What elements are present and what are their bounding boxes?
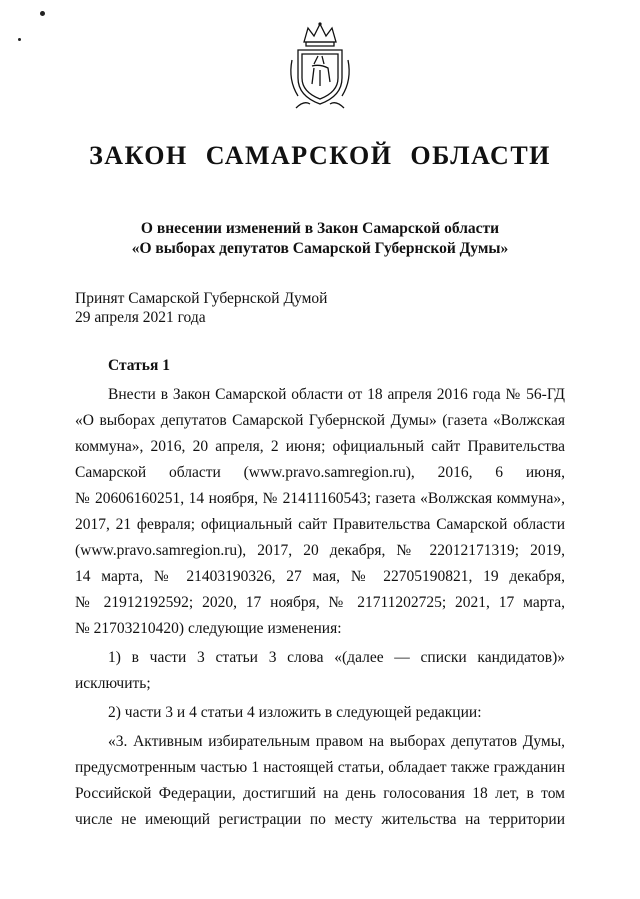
article-text-line: (www.pravo.samregion.ru), 2017, 20 декабря, № 22012171319; 2019, [75,542,565,559]
article-text-line: 14 марта, № 21403190326, 27 мая, № 22705190821, 19 декабря, [75,568,565,585]
document-subtitle-line2: «О выборах депутатов Самарской Губернской Думы» [131,240,509,257]
article-text-line: 1) в части 3 статьи 3 слова «(далее — списки кандидатов)» [108,649,565,666]
coat-of-arms-emblem [284,20,356,116]
scan-dot [18,38,21,41]
article-text-line: № 21703210420) следующие изменения: [75,620,342,637]
article-text-line: «О выборах депутатов Самарской Губернской Думы» (газета «Волжская [75,412,565,429]
article-text-line: исключить; [75,675,151,692]
article-text-line: 2) части 3 и 4 статьи 4 изложить в следующей редакции: [108,704,482,721]
article-heading: Статья 1 [108,357,170,374]
article-text-line: Самарской области (www.pravo.samregion.ru), 2016, 6 июня, [75,464,565,481]
article-text-line: 2017, 21 февраля; официальный сайт Правительства Самарской области [75,516,565,533]
article-text-line: Внести в Закон Самарской области от 18 апреля 2016 года № 56-ГД [108,386,565,403]
article-text-line: предусмотренным частью 1 настоящей статьи, обладает также гражданин [75,759,565,776]
article-text-line: числе не имеющий регистрации по месту жительства на территории [75,811,565,828]
adoption-note: Принят Самарской Губернской Думой [75,290,328,307]
article-text-line: коммуна», 2016, 20 апреля, 2 июня; официальный сайт Правительства [75,438,565,455]
article-text-line: «3. Активным избирательным правом на выборах депутатов Думы, [108,733,565,750]
article-text-line: Российской Федерации, достигший на день голосования 18 лет, в том [75,785,565,802]
article-text-line: № 21912192592; 2020, 17 ноября, № 21711202725; 2021, 17 марта, [75,594,565,611]
document-title: ЗАКОН САМАРСКОЙ ОБЛАСТИ [89,141,551,170]
adoption-date: 29 апреля 2021 года [75,309,206,326]
document-subtitle-line1: О внесении изменений в Закон Самарской области [140,220,500,237]
article-text-line: № 20606160251, 14 ноября, № 21411160543; газета «Волжская коммуна», [75,490,565,507]
scan-dot [40,11,45,16]
